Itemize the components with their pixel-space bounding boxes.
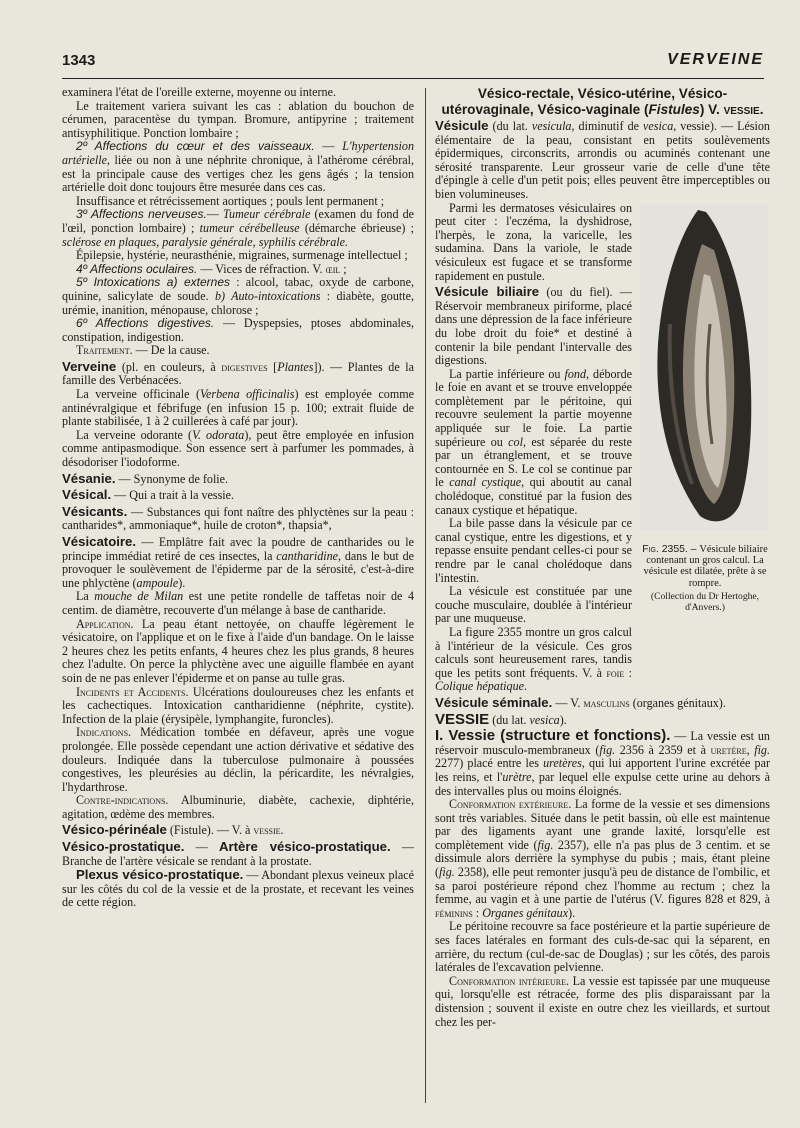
entry-verveine: Verveine (pl. en couleurs, à digestives [Plantes]). — Plantes de la famille des Verbénacées. xyxy=(62,358,414,388)
entry-vesicule: Vésicule (du lat. vesicula, diminutif de vesica, vessie). — Lésion élémentaire de la peau, consistant en petits soulèvements épidermiques, circonscrits, arrondis ou acuminés contenant une sérosité transparente. Leur grosseur varie de celle d'une tête d'épingle à celle d'un petit pois; elles peuvent être imperceptibles ou bien volumineuses. xyxy=(435,118,770,201)
page-header xyxy=(62,50,764,76)
running-head: VERVEINE xyxy=(667,51,764,68)
paragraph: La mouche de Milan est une petite rondelle de taffetas noir de 4 centim. de diamètre, recouverte d'un mélange à base de cantharide. xyxy=(62,589,414,617)
paragraph: Contre-indications. Albuminurie, diabète, cachexie, diphtérie, agitation, œdème des membres. xyxy=(62,793,414,821)
entry-vesico-perineale: Vésico-périnéale (Fistule). — V. à vessie. xyxy=(62,822,284,838)
entry-vesico-fistules: Vésico-rectale, Vésico-utérine, Vésico-utérovaginale, Vésico-vaginale (Fistules) V. vessie. xyxy=(441,86,764,117)
headword: Vésical. xyxy=(62,487,112,503)
headword: Plexus vésico-prostatique. xyxy=(76,867,244,883)
headword: Vésicule xyxy=(435,118,489,133)
figure-wrap-block xyxy=(435,202,770,694)
gallbladder-illustration xyxy=(640,204,768,530)
column-rule xyxy=(425,88,426,1103)
paragraph: 3º Affections nerveuses.— Tumeur cérébrale (examen du fond de l'œil, ponction lombaire) ; tumeur cérébelleuse (démarche ébrieuse) ; sclérose en plaques, paralysie générale, syphilis cérébrale. xyxy=(62,207,415,249)
paragraph: Indications. Médication tombée en défaveur, après une vogue prolongée. Elle possède cependant une action dérivative et sédative des douleurs. Indiquée dans la tuberculose pulmonaire à poussées congestives, les pleurésies au déclin, la péricardite, les névralgies, l'hydarthrose. xyxy=(62,725,414,794)
entry-vesico-prostatique: Vésico-prostatique. — Artère vésico-prostatique. — Branche de l'artère vésicale se rendant à la prostate. xyxy=(62,839,414,868)
paragraph: Parmi les dermatoses vésiculaires on peut citer : l'eczéma, la dyshidrose, l'herpès, le zona, la varicelle, les sudamina. Dans la variole, le stade vésiculeux est fugace et se transforme rapidement en pustule. xyxy=(435,201,632,283)
entry-vessie: VESSIE (du lat. vesica). xyxy=(435,710,567,728)
left-column xyxy=(62,86,414,910)
paragraph: La bile passe dans la vésicule par ce canal cystique, entre les digestions, et y repasse ensuite pendant celles-ci pour se rendre par le canal cholédoque dans l'intestin. xyxy=(435,516,632,585)
headword: Vésicants. xyxy=(62,503,128,519)
paragraph: La vésicule est constituée par une couche musculaire, doublée à l'intérieur par une muqueuse. xyxy=(435,584,632,626)
paragraph: Incidents et Accidents. Ulcérations douloureuses chez les enfants et les cachectiques. Intoxication cantharidienne (néphrite, cystite). Infection de la plaie (érysipèle, lymphangite, furoncles). xyxy=(62,684,414,726)
figure-caption: Fig. 2355. – Vésicule biliaire contenant un gros calcul. La vésicule est dilatée, prête à se rompre. xyxy=(642,543,768,589)
figure-2355 xyxy=(640,204,770,676)
right-column xyxy=(435,86,770,1029)
paragraph: 2º Affections du cœur et des vaisseaux. — L'hypertension artérielle, liée ou non à une néphrite chronique, à l'athérome cérébral, est la principale cause des vertiges chez les gens âgés ; la tension artérielle doit donc toujours être mesurée dans ces cas. xyxy=(62,139,415,195)
headword: Vésicule biliaire xyxy=(435,284,540,300)
paragraph: 4º Affections oculaires. — Vices de réfraction. V. œil ; xyxy=(76,261,347,276)
paragraph: 5º Intoxications a) externes : alcool, tabac, oxyde de carbone, quinine, salicylate de soude. b) Auto-intoxications : diabète, goutte, urémie, inanition, ménopause, chlorose ; xyxy=(62,275,414,317)
headword: Vésico-prostatique. xyxy=(62,839,185,855)
paragraph: Conformation extérieure. La forme de la vessie et ses dimensions sont très variables. Située dans le petit bassin, où elle est maintenue par des ligaments ayant une grande laxité, lorsqu'elle est complètement vide (fig. 2357), elle n'a pas plus de 3 centim. et se dissimule alors derrière la symphyse du pubis ; mais, étant pleine (fig. 2358), elle peut remonter jusqu'à peu de distance de l'ombilic, et sa paroi postérieure répond chez l'homme au rectum ; chez la femme, au vagin et à une partie de l'utérus (V. figures 828 et 829, à féminins : Organes génitaux). xyxy=(435,797,771,920)
paragraph: La verveine odorante (V. odorata), peut être employée en infusion comme antipasmodique. Son essence sert à parfumer les pommades, à désodoriser l'iodoforme. xyxy=(62,427,414,470)
entry-vesicule-biliaire: Vésicule biliaire (ou du fiel). — Réservoir membraneux piriforme, placé dans une dépression de la face inférieure du lobe droit du foie* et destiné à contenir la bile pendant l'intervalle des digestions. xyxy=(435,284,632,368)
entry-vesical: Vésical. — Qui a trait à la vessie. xyxy=(62,487,235,503)
paragraph: Application. La peau étant nettoyée, on chauffe légèrement le vésicatoire, on l'applique et on le fixe à l'aide d'un bandage. On le laisse 2 heures chez les petits enfants, 4 heures chez les plus grands, 8 heures chez l'adulte. On perce la phlyctène avec une aiguille flambée en ayant soin de ne pas enlever l'épiderme et on panse au tulle gras. xyxy=(62,616,414,685)
entry-vesanie: Vésanie. — Synonyme de folie. xyxy=(62,470,229,486)
entry-vesicants: Vésicants. — Substances qui font naître des phlyctènes sur la peau : cantharides*, ammoniaque*, huile de croton*, thapsia*, xyxy=(62,503,414,533)
headword: Vésicatoire. xyxy=(62,534,137,549)
paragraph: examinera l'état de l'oreille externe, moyenne ou interne. xyxy=(62,85,336,99)
entry-vesicule-seminale: Vésicule séminale. — V. masculins (organes génitaux). xyxy=(435,694,726,710)
paragraph: Plexus vésico-prostatique. — Abondant plexus veineux placé sur les côtés du col de la vessie et de la prostate, et recevant les veines de cette région. xyxy=(62,867,414,910)
paragraph: Insuffisance et rétrécissement aortiques ; pouls lent permanent ; xyxy=(76,193,385,208)
headword: VESSIE xyxy=(435,710,490,728)
paragraph: Conformation intérieure. La vessie est tapissée par une muqueuse qui, lorsqu'elle est rétracée, forme des plis disparaissant par la distension ; souvent il existe en outre chez les vieillards, et surtout chez les per- xyxy=(435,973,770,1029)
headword: Vésanie. xyxy=(62,470,116,486)
entry-vesicatoire: Vésicatoire. — Emplâtre fait avec la poudre de cantharides ou le principe immédiat retiré de ces insectes, la cantharidine, dans le but de provoquer le soulèvement de l'épiderme par de la sérosité, c'est-à-dire une phlyctène (ampoule). xyxy=(62,534,414,590)
paragraph: Le traitement variera suivant les cas : ablation du bouchon de cérumen, paracentèse du tympan. Bromure, antipyrine ; traitement antisyphilitique. Ponction lombaire ; xyxy=(62,98,414,140)
paragraph: Épilepsie, hystérie, neurasthénie, migraines, surmenage intellectuel ; xyxy=(76,248,408,263)
headword: Verveine xyxy=(62,358,117,374)
headword: Vésicule séminale. xyxy=(435,694,553,710)
header-rule xyxy=(62,78,764,79)
paragraph: 6º Affections digestives. — Dyspepsies, ptoses abdominales, constipation, indigestion. xyxy=(62,316,414,344)
paragraph: La verveine officinale (Verbena officinalis) est employée comme antinévralgique et fébrifuge (en infusion 15 p. 100; extrait fluide de plante stabilisée, 1 à 2 cuillerées à café par jour). xyxy=(62,387,415,429)
page-number: 1343 xyxy=(62,52,96,69)
paragraph: La partie inférieure ou fond, déborde le foie en avant et se trouve enveloppée complètement par le péritoine, qui recouvre seulement la partie moyenne appliquée sur le foie. La partie supérieure ou col, est séparée du reste par un étranglement, et se trouve contournée en S. Le col se continue par le canal cystique, qui aboutit au canal cholédoque, constitué par la fusion des canaux cystique et hépatique. xyxy=(435,366,632,517)
section-heading: I. Vessie (structure et fonctions). xyxy=(435,727,671,745)
figure-credit: (Collection du Dr Hertoghe, d'Anvers.) xyxy=(650,591,760,613)
paragraph: Traitement. — De la cause. xyxy=(76,343,210,358)
gallbladder-photo xyxy=(640,204,768,530)
section-structure-fonctions: I. Vessie (structure et fonctions). — La vessie est un réservoir musculo-membraneux (fig. 2356 à 2359 et à uretère, fig. 2277) placé entre les uretères, qui lui apportent l'urine excrétée par les reins, et l'urètre, par lequel elle expulse cette urine au dehors à des intervalles plus ou moins éloignés. xyxy=(435,727,770,798)
headword: Vésico-périnéale xyxy=(62,822,167,838)
paragraph: La figure 2355 montre un gros calcul à l'intérieur de la vésicule. Ces gros calculs sont heureusement rares, tandis que les petits sont fréquents. V. à foie : Colique hépatique. xyxy=(435,624,632,694)
paragraph: Le péritoine recouvre sa face postérieure et la partie supérieure de ses faces latérales en formant des culs-de-sac qui la séparent, en arrière, du rectum (cul-de-sac de Douglas) ; sur les côtés, des parois latérales de l'excavation pelvienne. xyxy=(435,919,770,975)
